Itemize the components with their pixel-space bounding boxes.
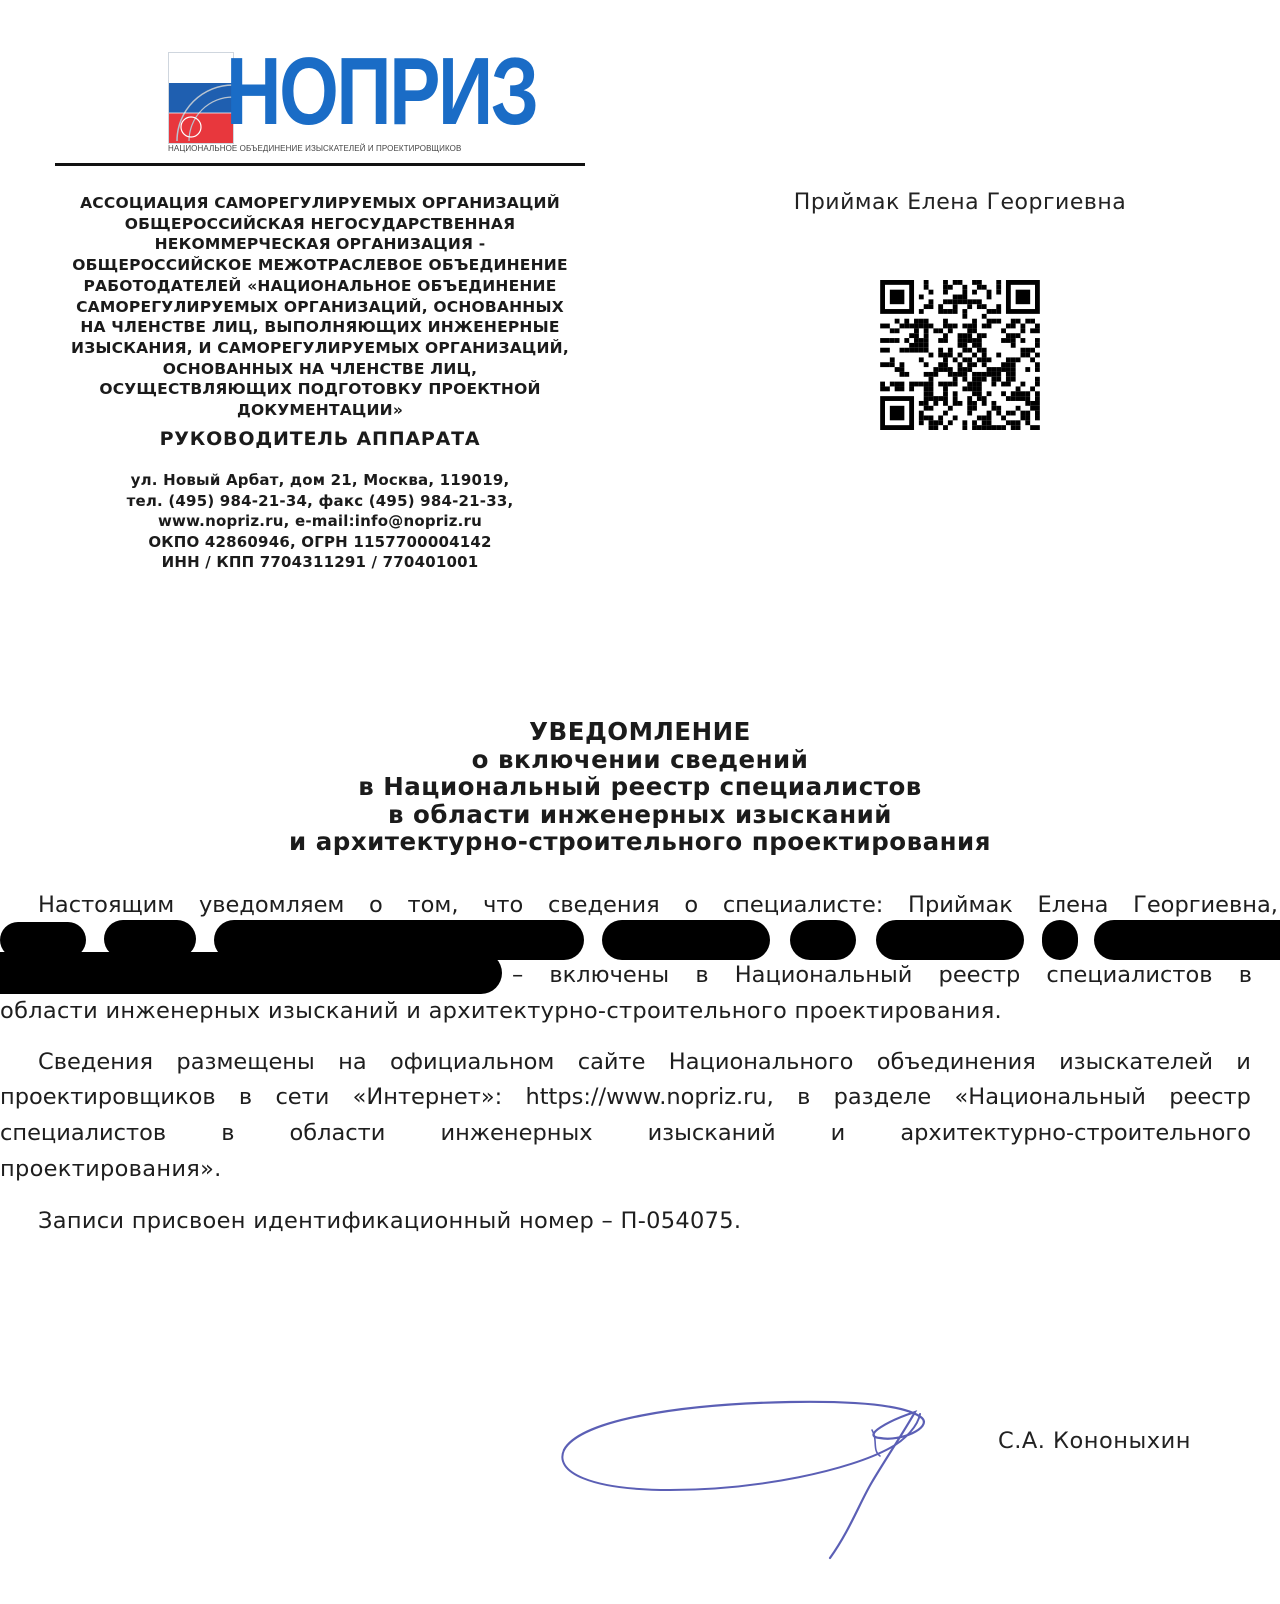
title-line: и архитектурно-строительного проектирования xyxy=(289,827,991,856)
organization-line: ОБЩЕРОССИЙСКАЯ НЕГОСУДАРСТВЕННАЯ xyxy=(124,214,516,233)
word: изыскателей xyxy=(1059,1049,1213,1075)
nopriz-logo xyxy=(168,38,537,158)
word: реестр xyxy=(938,962,1021,988)
redacted-block xyxy=(602,920,770,960)
paragraph-1-line-3 xyxy=(512,962,1252,988)
redacted-block xyxy=(876,920,1024,960)
paragraph-2-line-4: проектирования». xyxy=(0,1156,222,1182)
word: проектировщиков xyxy=(0,1084,216,1110)
paragraph-3: Записи присвоен идентификационный номер – П-054075. xyxy=(38,1208,742,1234)
word: инженерных xyxy=(440,1120,593,1146)
word: области xyxy=(289,1120,386,1146)
position-title: РУКОВОДИТЕЛЬ АППАРАТА xyxy=(159,428,481,450)
organization-line: ОСНОВАННЫХ НА ЧЛЕНСТВЕ ЛИЦ, xyxy=(162,359,478,378)
redacted-block xyxy=(0,952,502,994)
contact-phone: тел. (495) 984-21-34, факс (495) 984-21-33, xyxy=(126,491,514,510)
contact-address: ул. Новый Арбат, дом 21, Москва, 119019, xyxy=(130,471,510,489)
organization-line: РАБОТОДАТЕЛЕЙ «НАЦИОНАЛЬНОЕ ОБЪЕДИНЕНИЕ xyxy=(83,276,557,295)
word: размещены xyxy=(176,1049,315,1075)
organization-line: НА ЧЛЕНСТВЕ ЛИЦ, ВЫПОЛНЯЮЩИХ ИНЖЕНЕРНЫЕ xyxy=(80,318,560,337)
paragraph-2-line-2 xyxy=(0,1084,1251,1110)
logo-subtitle: НАЦИОНАЛЬНОЕ ОБЪЕДИНЕНИЕ ИЗЫСКАТЕЛЕЙ И ПРОЕКТИРОВЩИКОВ xyxy=(168,144,462,153)
organization-line: АССОЦИАЦИЯ САМОРЕГУЛИРУЕМЫХ ОРГАНИЗАЦИЙ xyxy=(80,194,560,212)
paragraph-2-line-1 xyxy=(38,1049,1251,1075)
title-line: о включении сведений xyxy=(471,744,809,774)
word: и xyxy=(1236,1049,1251,1075)
word: изысканий xyxy=(647,1120,776,1146)
word: сайте xyxy=(577,1049,646,1075)
word: объединения xyxy=(876,1049,1036,1075)
paragraph-1-line-1 xyxy=(38,892,1278,918)
organization-line: ДОКУМЕНТАЦИИ» xyxy=(236,401,404,420)
contact-details xyxy=(55,470,585,573)
redacted-block xyxy=(1094,920,1280,960)
logo-wordmark: НОПРИЗ xyxy=(226,38,537,145)
organization-line: ИЗЫСКАНИЯ, И САМОРЕГУЛИРУЕМЫХ ОРГАНИЗАЦИЙ, xyxy=(71,338,569,357)
word: в xyxy=(238,1084,253,1110)
word: в xyxy=(797,1084,811,1110)
word: Настоящим xyxy=(38,892,175,918)
word: разделе xyxy=(833,1084,932,1110)
word: в xyxy=(695,962,709,988)
word: в xyxy=(221,1120,235,1146)
word: специалисте: xyxy=(722,892,884,918)
word: «Интернет»: xyxy=(352,1084,503,1110)
word: и xyxy=(830,1120,846,1146)
word: специалистов xyxy=(0,1120,167,1146)
word: Национальный xyxy=(734,962,913,988)
word: о xyxy=(369,892,383,918)
signer-name: С.А. Кононыхин xyxy=(998,1428,1191,1454)
recipient-name: Приймак Елена Георгиевна xyxy=(793,190,1127,215)
word: сети xyxy=(275,1084,330,1110)
word: https://www.nopriz.ru, xyxy=(525,1084,774,1110)
qr-code xyxy=(880,280,1040,430)
redacted-block xyxy=(790,920,856,960)
word: архитектурно-строительного xyxy=(900,1120,1251,1146)
title-line: в Национальный реестр специалистов xyxy=(358,772,922,801)
paragraph-1-line-4: области инженерных изысканий и архитектурно-строительного проектирования. xyxy=(0,998,1003,1024)
paragraph-2-line-3 xyxy=(0,1120,1251,1146)
organization-line: НЕКОММЕРЧЕСКАЯ ОРГАНИЗАЦИЯ - xyxy=(154,235,486,254)
organization-name xyxy=(55,193,585,421)
word: реестр xyxy=(1169,1084,1251,1110)
header-divider xyxy=(55,163,585,166)
flag-emblem-icon xyxy=(168,52,234,144)
handwritten-signature xyxy=(560,1390,960,1570)
word: уведомляем xyxy=(198,892,345,918)
contact-inn: ИНН / КПП 7704311291 / 770401001 xyxy=(161,553,479,571)
word: включены xyxy=(549,962,670,988)
contact-web: www.nopriz.ru, e-mail:info@nopriz.ru xyxy=(157,512,483,530)
redacted-block xyxy=(1042,920,1078,960)
word: – xyxy=(512,962,524,988)
word: Сведения xyxy=(38,1049,154,1075)
organization-line: САМОРЕГУЛИРУЕМЫХ ОРГАНИЗАЦИЙ, ОСНОВАННЫХ xyxy=(76,297,564,316)
word: официальном xyxy=(389,1049,555,1075)
word: «Национальный xyxy=(954,1084,1146,1110)
title-line: в области инженерных изысканий xyxy=(388,799,892,829)
word: специалистов xyxy=(1046,962,1213,988)
notice-title xyxy=(140,718,1140,856)
word: Елена xyxy=(1037,892,1109,918)
word: на xyxy=(338,1049,367,1075)
word: в xyxy=(1238,962,1252,988)
word: том, xyxy=(407,892,459,918)
word: о xyxy=(684,892,699,918)
organization-line: ОСУЩЕСТВЛЯЮЩИХ ПОДГОТОВКУ ПРОЕКТНОЙ xyxy=(99,380,541,399)
contact-okpo: ОКПО 42860946, ОГРН 1157700004142 xyxy=(148,532,492,551)
organization-line: ОБЩЕРОССИЙСКОЕ МЕЖОТРАСЛЕВОЕ ОБЪЕДИНЕНИЕ xyxy=(72,256,568,275)
word: сведения xyxy=(547,892,660,918)
title-line: УВЕДОМЛЕНИЕ xyxy=(529,717,751,746)
word: Георгиевна, xyxy=(1133,892,1278,918)
word: Национального xyxy=(668,1049,854,1075)
word: Приймак xyxy=(908,892,1013,918)
word: что xyxy=(483,892,524,918)
